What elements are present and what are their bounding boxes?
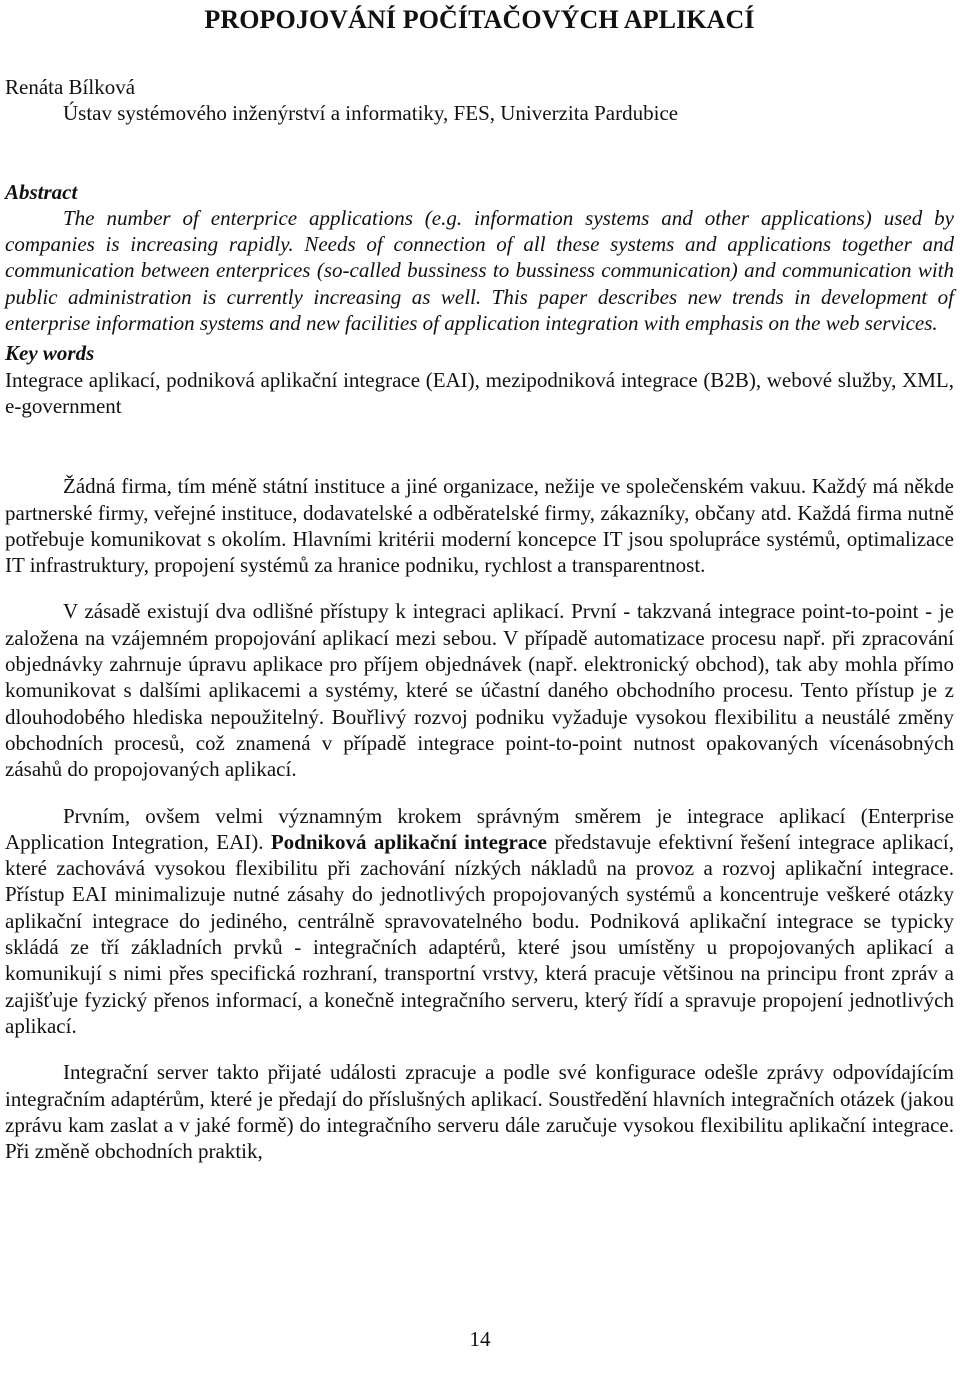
body-paragraph-3 — [5, 803, 954, 1040]
author-affiliation: Ústav systémového inženýrství a informatiky, FES, Univerzita Pardubice — [63, 101, 679, 126]
page-number: 14 — [469, 1327, 491, 1351]
abstract-text: The number of enterprice applications (e.g. information systems and other applications) used by companies is increasing rapidly. Needs of connection of all these systems and applications together and communication between enterprices (so-called bussiness to bussiness communication) and communication with public administration is currently increasing as well. This paper describes new trends in development of enterprise information systems and new facilities of application integration with emphasis on the web services. — [5, 205, 954, 336]
author-name: Renáta Bílková — [5, 75, 136, 99]
abstract-heading: Abstract — [5, 179, 78, 204]
keywords-text: Integrace aplikací, podniková aplikační integrace (EAI), mezipodniková integrace (B2B), webové služby, XML, e-government — [5, 367, 954, 418]
paragraph-3-bold-term: Podniková aplikační integrace — [270, 829, 547, 854]
paper-title: PROPOJOVÁNÍ POČÍTAČOVÝCH APLIKACÍ — [204, 5, 755, 34]
paragraph-3-rest: představuje efektivní řešení integrace aplikací, které zachovává vysokou flexibilitu při zachování nízkých nákladů na provoz a rozvoj aplikační integrace. Přístup EAI minimalizuje nutné zásahy do jednotlivých propojovaných systémů a koncentruje veškeré otázky aplikační integrace do jediného, centrálně spravovatelného bodu. Podniková aplikační integrace se typicky skládá ze tří základních prvků - integračních adaptérů, které jsou umístěny u propojovaných aplikací a komunikují s nimi přes specifická rozhraní, transportní vrstvy, která pracuje většinou na principu front zpráv a zajišťuje fyzický přenos informací, a konečně integračního serveru, který řídí a spravuje propojení jednotlivých aplikací. — [5, 829, 955, 1038]
body-paragraph-2: V zásadě existují dva odlišné přístupy k integraci aplikací. První - takzvaná integrace point-to-point - je založena na vzájemném propojování aplikací mezi sebou. V případě automatizace procesu např. při zpracování objednávky zahrnuje úpravu aplikace pro příjem objednávek (např. elektronický obchod), tak aby mohla přímo komunikovat s dalšími aplikacemi a systémy, které se účastní daného obchodního procesu. Tento přístup je z dlouhodobého hlediska nepoužitelný. Bouřlivý rozvoj podniku vyžaduje vysokou flexibilitu a neustálé změny obchodních procesů, což znamená v případě integrace point-to-point nutnost opakovaných vícenásobných zásahů do propojovaných aplikací. — [5, 599, 954, 782]
paragraph-3-intro: Prvním, ovšem velmi významným krokem správným směrem je integrace aplikací (Enterprise Application Integration, EAI). — [5, 803, 954, 854]
body-paragraph-1: Žádná firma, tím méně státní instituce a jiné organizace, nežije ve společenském vakuu. Každý má někde partnerské firmy, veřejné instituce, dodavatelské a odběratelské firmy, zákazníky, občany atd. Každá firma nutně potřebuje komunikovat s okolím. Hlavními kritérii moderní koncepce IT jsou spolupráce systémů, optimalizace IT infrastruktury, propojení systémů za hranice podniku, rychlost a transparentnost. — [5, 474, 954, 578]
body-paragraph-4: Integrační server takto přijaté události zpracuje a podle své konfigurace odešle zprávy odpovídajícím integračním adaptérům, které je předají do příslušných aplikací. Soustředění hlavních integračních otázek (jakou zprávu kam zaslat a v jaké formě) do integračního serveru dále zaručuje vysokou flexibilitu aplikační integrace. Při změně obchodních praktik, — [5, 1060, 954, 1164]
keywords-heading: Key words — [5, 341, 95, 366]
